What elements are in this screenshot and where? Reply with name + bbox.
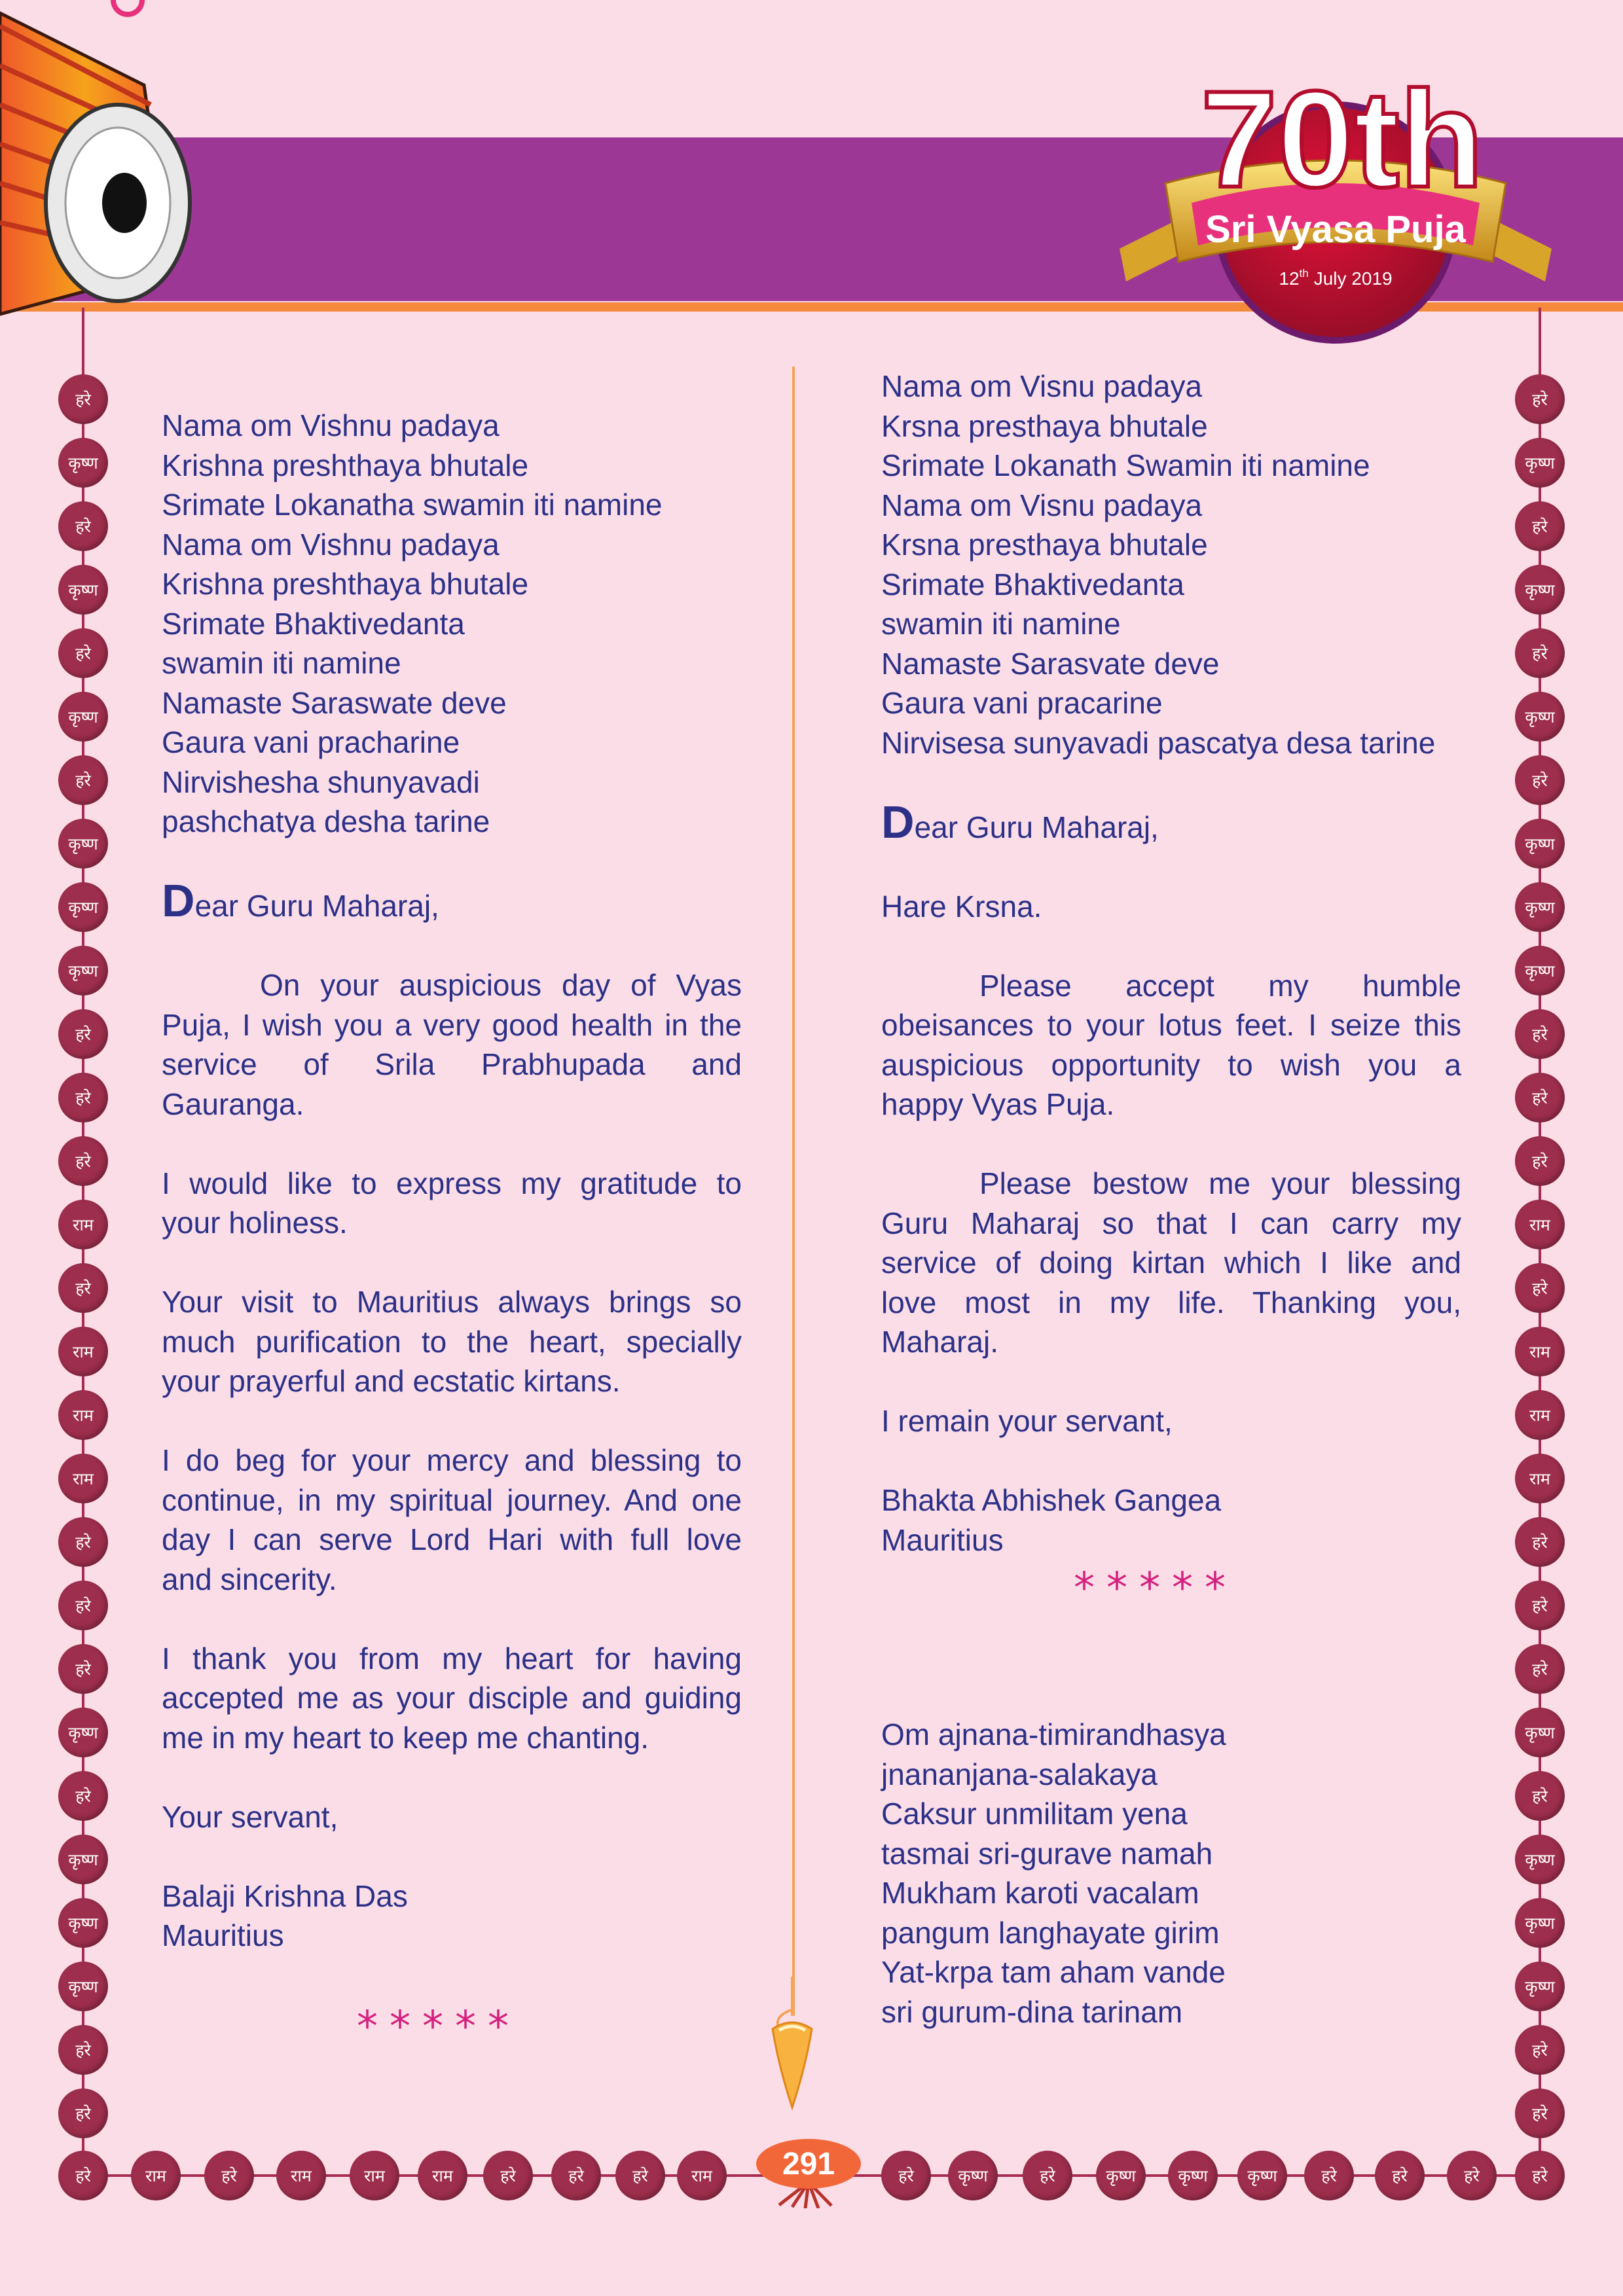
bead-krishna: कृष्ण [1515,692,1565,742]
right-verse [881,367,1461,762]
verse-line: Nirvishesha shunyavadi [162,764,480,799]
paragraph-line: service of Srila Prabhupada and [162,1047,742,1081]
verse-line: Nama om Vishnu padaya [162,408,500,442]
verse-line: Nirvisesa sunyavadi pascatya desa tarine [881,725,1436,760]
logo-date: 12th July 2019 [1279,267,1393,289]
bead-krishna: कृष्ण [58,946,108,996]
bead-hare: हरे [1304,2151,1354,2200]
verse-line: Krsna presthaya bhutale [881,528,1208,562]
bead-hare: हरे [1515,1073,1565,1122]
left-salutation: Dear Guru Maharaj, [162,875,439,926]
right-salutation: Dear Guru Maharaj, [881,796,1159,848]
bead-hare: हरे [58,1771,108,1821]
bead-rama: राम [350,2151,399,2200]
paragraph-line: service of doing kirtan which I like and [881,1246,1461,1280]
drum-illustration [0,0,210,327]
bead-hare: हरे [58,1517,108,1567]
verse-line: Nama om Visnu padaya [881,369,1203,403]
right-stars: ***** [1074,1564,1237,1613]
page-number: 291 [782,2147,835,2181]
prayer-line: sri gurum-dina tarinam [881,1994,1183,2029]
verse-line: Srimate Lokanatha swamin iti namine [162,488,663,522]
bead-hare: हरे [58,1073,108,1122]
bead-krishna: कृष्ण [1515,1898,1565,1948]
bead-rama: राम [58,1327,108,1376]
anniversary-logo [1106,65,1565,353]
verse-line: Srimate Bhaktivedanta [162,606,465,641]
prayer-line: pangum langhayate girim [881,1915,1220,1950]
paragraph-line: I would like to express my gratitude to [162,1166,742,1200]
paragraph-line: your prayerful and ecstatic kirtans. [162,1364,621,1398]
left-closing: Your servant, [162,1799,338,1834]
bead-rama: राम [58,1200,108,1249]
paragraph-line: Puja, I wish you a very good health in the [162,1007,742,1042]
verse-line: Gaura vani pracharine [162,725,460,759]
left-stars: ***** [357,2003,520,2051]
verse-line: Namaste Saraswate deve [162,685,507,720]
paragraph-line: On your auspicious day of Vyas [260,968,742,1002]
column-divider [792,367,795,2016]
divider-tassel-icon [759,1977,825,2121]
bead-hare: हरे [58,2089,108,2138]
right-greeting: Hare Krsna. [881,889,1042,924]
left-location: Mauritius [162,1918,284,1952]
paragraph-line: continue, in my spiritual journey. And one [162,1482,742,1517]
paragraph-line: me in my heart to keep me chanting. [162,1720,649,1755]
bead-hare: हरे [1515,1644,1565,1694]
logo-title: Sri Vyasa Puja [1205,208,1466,251]
bead-rama: राम [1515,1200,1565,1249]
bead-krishna: कृष्ण [58,1962,108,2011]
bead-krishna: कृष्ण [1515,819,1565,869]
bead-hare: हरे [1515,2151,1565,2200]
paragraph-line: Please bestow me your blessing [979,1166,1461,1200]
verse-line: swamin iti namine [881,607,1121,641]
bead-krishna: कृष्ण [1515,946,1565,996]
bead-hare: हरे [58,755,108,805]
bead-hare: हरे [58,1263,108,1313]
bead-krishna: कृष्ण [58,565,108,615]
paragraph-line: love most in my life. Thanking you, [881,1285,1461,1319]
bead-krishna: कृष्ण [948,2151,998,2200]
bead-hare: हरे [1515,2025,1565,2075]
verse-line: pashchatya desha tarine [162,804,490,838]
right-location: Mauritius [881,1522,1004,1557]
paragraph-line: Guru Maharaj so that I can carry my [881,1206,1461,1240]
bead-rama: राम [276,2151,326,2200]
bead-hare: हरे [1515,755,1565,805]
bead-hare: हरे [58,1009,108,1059]
bead-hare: हरे [1515,2089,1565,2138]
prayer-line: Om ajnana-timirandhasya [881,1717,1226,1751]
bead-hare: हरे [1515,1771,1565,1821]
paragraph-line: obeisances to your lotus feet. I seize this [881,1008,1461,1042]
bead-hare: हरे [1515,1263,1565,1313]
logo-number: 70th [1201,65,1484,216]
bead-hare: हरे [483,2151,533,2200]
bead-rama: राम [58,1454,108,1503]
bead-hare: हरे [58,1136,108,1186]
paragraph-line: day I can serve Lord Hari with full love [162,1522,742,1556]
verse-line: Namaste Sarasvate deve [881,646,1220,681]
prayer-line: Mukham karoti vacalam [881,1876,1199,1910]
bead-hare: हरे [1515,1581,1565,1630]
bead-krishna: कृष्ण [58,1898,108,1948]
bead-hare: हरे [1515,1009,1565,1059]
bead-rama: राम [131,2151,181,2200]
bead-krishna: कृष्ण [1515,438,1565,488]
bead-hare: हरे [58,2025,108,2075]
bead-hare: हरे [551,2151,601,2200]
paragraph-line: I thank you from my heart for having [162,1641,742,1676]
bead-krishna: कृष्ण [1168,2151,1218,2200]
bead-rama: राम [1515,1327,1565,1376]
verse-line: Krishna preshthaya bhutale [162,448,529,482]
bead-hare: हरे [881,2151,931,2200]
verse-line: Gaura vani pracarine [881,686,1163,720]
bead-hare: हरे [1447,2151,1497,2200]
bead-hare: हरे [58,1644,108,1694]
paragraph-line: Gauranga. [162,1086,304,1121]
verse-line: Krsna presthaya bhutale [881,408,1208,443]
bead-hare: हरे [1375,2151,1425,2200]
verse-line: Srimate Bhaktivedanta [881,567,1184,601]
bead-rama: राम [1515,1390,1565,1440]
bead-krishna: कृष्ण [58,1835,108,1884]
right-letter [881,367,1461,1560]
bead-krishna: कृष्ण [1515,565,1565,615]
paragraph-line: happy Vyas Puja. [881,1087,1115,1121]
right-signature: Bhakta Abhishek Gangea [881,1483,1222,1517]
paragraph-line: accepted me as your disciple and guiding [162,1681,742,1715]
prayer-line: Caksur unmilitam yena [881,1797,1188,1831]
bead-krishna: कृष्ण [58,692,108,742]
paragraph-line: Your visit to Mauritius always brings so [162,1285,742,1319]
paragraph-line: your holiness. [162,1206,348,1240]
bead-hare: हरे [58,374,108,424]
bead-hare: हरे [58,628,108,678]
verse-line: Nama om Visnu padaya [881,488,1203,522]
paragraph-line: I do beg for your mercy and blessing to [162,1443,742,1477]
bead-rama: राम [1515,1454,1565,1503]
bead-hare: हरे [58,2151,108,2200]
bead-hare: हरे [1515,1517,1565,1567]
bead-krishna: कृष्ण [1515,1835,1565,1884]
paragraph-line: Please accept my humble [979,968,1461,1003]
bead-krishna: कृष्ण [58,438,108,488]
prayer-line: tasmai sri-gurave namah [881,1836,1213,1871]
page-number-badge [753,2136,864,2208]
right-closing: I remain your servant, [881,1404,1173,1438]
verse-line: Nama om Vishnu padaya [162,527,500,562]
bead-hare: हरे [204,2151,254,2200]
paragraph-line: and sincerity. [162,1562,337,1596]
verse-line: Krishna preshthaya bhutale [162,567,529,601]
bead-hare: हरे [1515,374,1565,424]
right-prayer [881,1715,1461,2032]
bead-hare: हरे [1515,501,1565,551]
bead-krishna: कृष्ण [1515,882,1565,932]
paragraph-line: Maharaj. [881,1325,998,1359]
bead-krishna: कृष्ण [1515,1708,1565,1757]
paragraph-line: auspicious opportunity to wish you a [881,1047,1461,1082]
verse-line: Srimate Lokanath Swamin iti namine [881,448,1370,482]
bead-krishna: कृष्ण [58,819,108,869]
bead-hare: हरे [1515,628,1565,678]
left-letter [162,406,742,1956]
bead-hare: हरे [615,2151,665,2200]
bead-hare: हरे [58,501,108,551]
bead-krishna: कृष्ण [1096,2151,1146,2200]
bead-krishna: कृष्ण [58,1708,108,1757]
bead-hare: हरे [58,1581,108,1630]
prayer-line: jnananjana-salakaya [881,1757,1158,1791]
bead-rama: राम [677,2151,727,2200]
bead-krishna: कृष्ण [1515,1962,1565,2011]
paragraph-line: much purification to the heart, specially [162,1324,742,1359]
bead-hare: हरे [1023,2151,1072,2200]
bead-krishna: कृष्ण [58,882,108,932]
left-verse [162,406,742,842]
bead-krishna: कृष्ण [1237,2151,1287,2200]
bead-rama: राम [58,1390,108,1440]
left-signature: Balaji Krishna Das [162,1878,408,1913]
verse-line: swamin iti namine [162,646,401,680]
prayer-line: Yat-krpa tam aham vande [881,1955,1226,1989]
bead-rama: राम [418,2151,467,2200]
bead-hare: हरे [1515,1136,1565,1186]
